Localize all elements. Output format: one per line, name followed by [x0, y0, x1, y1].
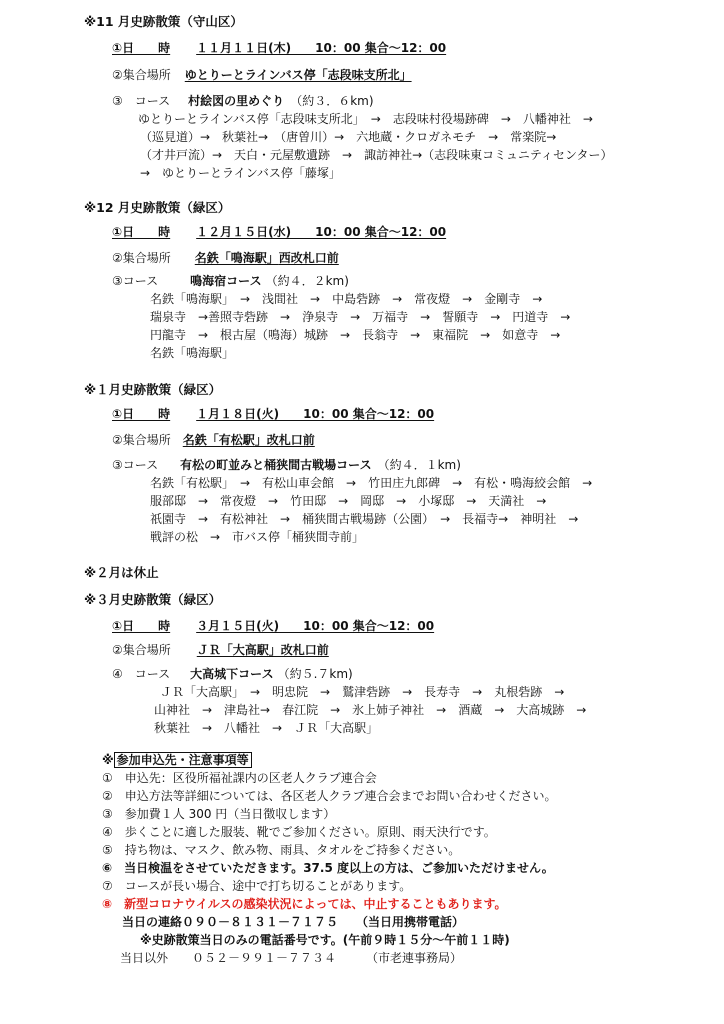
jan-meeting-place: 名鉄「有松駅」改札口前	[182, 433, 315, 447]
nov-date-value: １１月１１日(木) 10：00 集合～12：00	[196, 41, 447, 55]
mar-meeting-place: ＪＲ「大高駅」改札口前	[196, 643, 329, 657]
dec-meeting-station: 名鉄「鳴海駅」	[194, 251, 279, 265]
nov-heading: ※11 月史跡散策（守山区）	[84, 14, 243, 29]
nov-course-name: 村絵図の里めぐり	[188, 94, 285, 108]
jan-meeting-row	[112, 432, 315, 448]
dec-course-label: ③コース	[112, 274, 159, 288]
mar-course-name: 大高城下コース	[190, 667, 274, 681]
jan-route-line-2: 服部邸 → 常夜燈 → 竹田邸 → 岡邸 → 小塚邸 → 天満社 →	[150, 494, 547, 508]
nov-route-line-4: → ゆとりーとラインバス停「藤塚」	[140, 166, 341, 180]
dec-route-line-2: 瑞泉寺 →善照寺砦跡 → 浄泉寺 → 万福寺 → 誓願寺 → 円道寺 →	[150, 310, 571, 324]
jan-course-row	[112, 457, 461, 473]
note-item-3: ③ 参加費１人 300 円（当日徴収します）	[102, 807, 336, 821]
jan-meeting-label: ②集合場所	[112, 433, 171, 447]
jan-date-label: ①日 時	[112, 407, 171, 421]
dec-meeting-label: ②集合場所	[112, 251, 171, 265]
dec-date-label: ①日 時	[112, 225, 171, 239]
mar-date-row	[112, 618, 434, 634]
notes-heading-prefix: ※	[102, 753, 114, 767]
dec-route-line-4: 名鉄「鳴海駅」	[150, 346, 235, 360]
note-item-5: ⑤ 持ち物は、マスク、飲み物、雨具、タオルをご持参ください。	[102, 843, 461, 857]
mar-meeting-row	[112, 642, 329, 658]
jan-heading: ※１月史跡散策（緑区）	[84, 382, 222, 397]
notes-heading-row	[102, 752, 252, 768]
jan-course-label: ③コース	[112, 458, 159, 472]
dec-meeting-place	[195, 251, 339, 265]
note-item-8: ⑧ 新型コロナウイルスの感染状況によっては、中止することもあります。	[102, 897, 507, 911]
jan-route-line-3: 祇園寺 → 有松神社 → 桶狭間古戦場跡（公園） → 長福寺→ 神明社 →	[150, 512, 579, 526]
note-item-2: ② 申込方法等詳細については、各区老人クラブ連合会までお問い合わせください。	[102, 789, 557, 803]
contact-note: ※史跡散策当日のみの電話番号です。(午前９時１５分～午前１１時)	[140, 933, 510, 947]
feb-heading: ※２月は休止	[84, 565, 159, 580]
nov-route-line-1: ゆとりーとラインバス停「志段味支所北」 → 志段味村役場跡碑 → 八幡神社 →	[138, 112, 593, 126]
jan-route-line-1: 名鉄「有松駅」 → 有松山車会館 → 竹田庄九郎碑 → 有松・鳴海絞会館 →	[150, 476, 593, 490]
contact-other-days: 当日以外 ０５２－９９１－７７３４ （市老連事務局）	[120, 951, 463, 965]
mar-course-label: ④ コース	[112, 667, 171, 681]
mar-route-line-1: ＪＲ「大高駅」 → 明忠院 → 鷲津砦跡 → 長寿寺 → 丸根砦跡 →	[160, 685, 565, 699]
jan-date-row	[112, 406, 434, 422]
notes-heading: 参加申込先・注意事項等	[114, 752, 252, 768]
nov-course-distance: （約３．６km)	[290, 94, 374, 108]
jan-course-name: 有松の町並みと桶狭間古戦場コース	[180, 458, 372, 472]
jan-route-line-4: 戦評の松 → 市バス停「桶狭間寺前」	[150, 530, 365, 544]
dec-course-distance: （約４．２km)	[265, 274, 349, 288]
mar-course-row	[112, 666, 353, 682]
dec-date-value: １２月１５日(水) 10：00 集合～12：00	[196, 225, 447, 239]
note-item-4: ④ 歩くことに適した服装、靴でご参加ください。原則、雨天決行です。	[102, 825, 496, 839]
nov-route-line-3: （才井戸流）→ 天白・元屋敷遺跡 → 諏訪神社→（志段味東コミュニティセンター）	[140, 148, 613, 162]
dec-meeting-row	[112, 250, 339, 266]
nov-route-line-2: （巡見道）→ 秋葉社→ （唐曽川）→ 六地蔵・クロガネモチ → 常楽院→	[140, 130, 557, 144]
mar-route-line-2: 山神社 → 津島社→ 春江院 → 氷上姉子神社 → 酒蔵 → 大高城跡 →	[154, 703, 587, 717]
nov-date-row	[112, 40, 446, 56]
dec-course-row	[112, 273, 349, 289]
nov-course-label: ③ コース	[112, 94, 171, 108]
mar-date-label: ①日 時	[112, 619, 171, 633]
mar-route-line-3: 秋葉社 → 八幡社 → ＪＲ「大高駅」	[154, 721, 379, 735]
mar-meeting-label: ②集合場所	[112, 643, 171, 657]
dec-heading: ※12 月史跡散策（緑区）	[84, 200, 231, 215]
dec-course-name: 鳴海宿コース	[190, 274, 262, 288]
jan-course-distance: （約４．１km)	[377, 458, 461, 472]
nov-meeting-place: ゆとりーとラインバス停「志段味支所北」	[184, 68, 412, 82]
note-item-7: ⑦ コースが長い場合、途中で打ち切ることがあります。	[102, 879, 412, 893]
mar-heading: ※３月史跡散策（緑区）	[84, 592, 222, 607]
dec-date-row	[112, 224, 446, 240]
dec-route-line-3: 円龍寺 → 根古屋（鳴海）城跡 → 長翁寺 → 東福院 → 如意寺 →	[150, 328, 561, 342]
nov-meeting-row	[112, 67, 412, 83]
nov-date-label: ①日 時	[112, 41, 171, 55]
dec-route-line-1: 名鉄「鳴海駅」 → 浅間社 → 中島砦跡 → 常夜燈 → 金剛寺 →	[150, 292, 543, 306]
nov-course-row	[112, 93, 374, 109]
contact-day-of-event: 当日の連絡０９０－８１３１－７１７５ （当日用携帯電話）	[122, 915, 465, 929]
jan-date-value: １月１８日(火) 10：00 集合～12：00	[196, 407, 435, 421]
nov-meeting-label: ②集合場所	[112, 68, 171, 82]
note-item-6: ⑥ 当日検温をさせていただきます。37.5 度以上の方は、ご参加いただけません。	[102, 861, 554, 875]
dec-meeting-gate: 西改札口前	[278, 251, 339, 265]
note-item-1: ① 申込先：区役所福祉課内の区老人クラブ連合会	[102, 771, 377, 785]
mar-course-distance: （約５.７km)	[277, 667, 353, 681]
mar-date-value: ３月１５日(火) 10：00 集合～12：00	[196, 619, 435, 633]
